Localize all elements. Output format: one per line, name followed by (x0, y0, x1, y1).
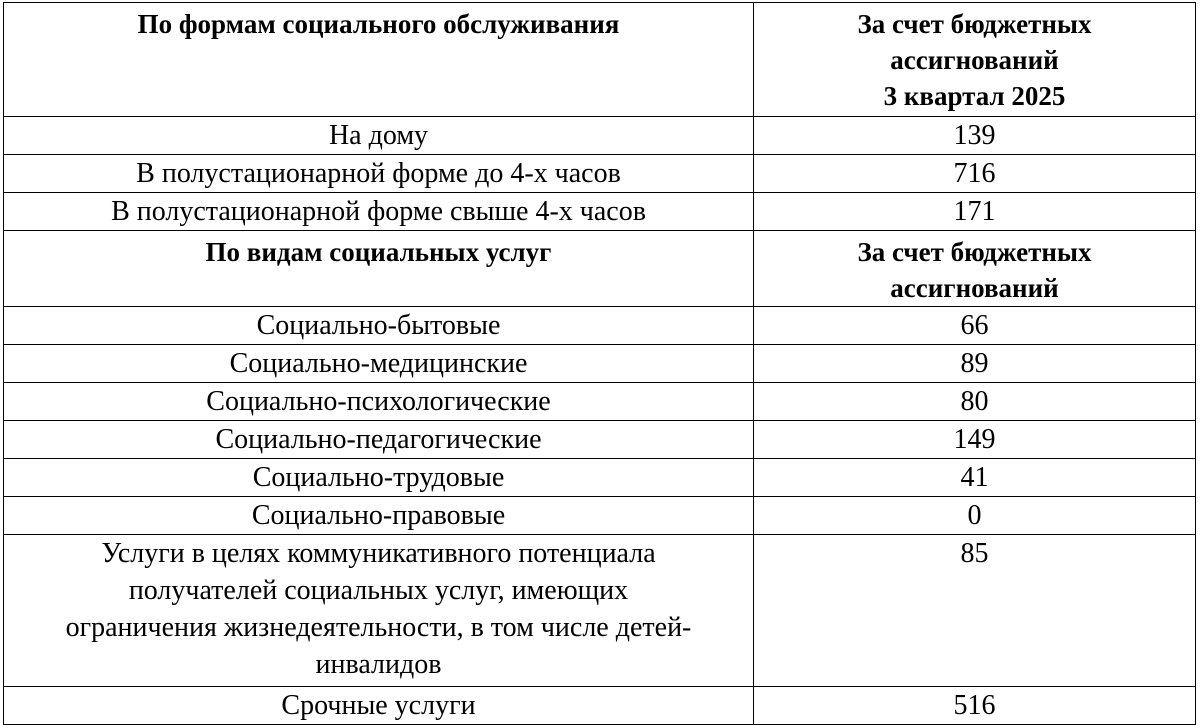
row-value: 716 (754, 155, 1196, 193)
row-value: 0 (754, 497, 1196, 535)
table-row (4, 459, 1196, 497)
row-value: 139 (754, 117, 1196, 155)
services-header-label: По видам социальных услуг (4, 231, 754, 307)
row-label: Социально-трудовые (4, 459, 754, 497)
row-label: Срочные услуги (4, 687, 754, 725)
forms-header-value-line-1: За счет бюджетных (857, 9, 1092, 39)
row-label: Социально-педагогические (4, 421, 754, 459)
table-row (4, 307, 1196, 345)
services-table (3, 2, 1196, 725)
row-value: 80 (754, 383, 1196, 421)
row-label: На дому (4, 117, 754, 155)
services-header-row (4, 231, 1196, 307)
table-row (4, 117, 1196, 155)
row-label: В полустационарной форме до 4-х часов (4, 155, 754, 193)
row-label: Социально-психологические (4, 383, 754, 421)
row-label: Социально-правовые (4, 497, 754, 535)
row-label (4, 535, 754, 687)
row-label-line-3: ограничения жизнедеятельности, в том числе детей- (65, 612, 692, 643)
row-label-line-2: получателей социальных услуг, имеющих (128, 575, 629, 606)
services-header-value-line-2: ассигнований (890, 273, 1059, 303)
row-label-line-4: инвалидов (315, 649, 442, 680)
forms-header-value-line-2: ассигнований (890, 45, 1059, 75)
table-row (4, 345, 1196, 383)
forms-header-label: По формам социального обслуживания (4, 3, 754, 117)
row-value: 66 (754, 307, 1196, 345)
forms-header-row (4, 3, 1196, 117)
row-value: 41 (754, 459, 1196, 497)
row-value: 89 (754, 345, 1196, 383)
services-header-value (754, 231, 1196, 307)
services-header-value-line-1: За счет бюджетных (857, 237, 1092, 267)
forms-header-value (754, 3, 1196, 117)
table-row (4, 535, 1196, 687)
row-label: В полустационарной форме свыше 4-х часов (4, 193, 754, 231)
row-label: Социально-бытовые (4, 307, 754, 345)
row-label-line-1: Услуги в целях коммуникативного потенциала (101, 538, 656, 569)
row-value: 85 (754, 535, 1196, 687)
row-value: 171 (754, 193, 1196, 231)
table-row (4, 687, 1196, 725)
row-label: Социально-медицинские (4, 345, 754, 383)
table-row (4, 421, 1196, 459)
row-value: 516 (754, 687, 1196, 725)
table-row (4, 155, 1196, 193)
row-value: 149 (754, 421, 1196, 459)
forms-header-value-line-3: 3 квартал 2025 (883, 81, 1066, 111)
table-row (4, 497, 1196, 535)
table-row (4, 193, 1196, 231)
table-row (4, 383, 1196, 421)
